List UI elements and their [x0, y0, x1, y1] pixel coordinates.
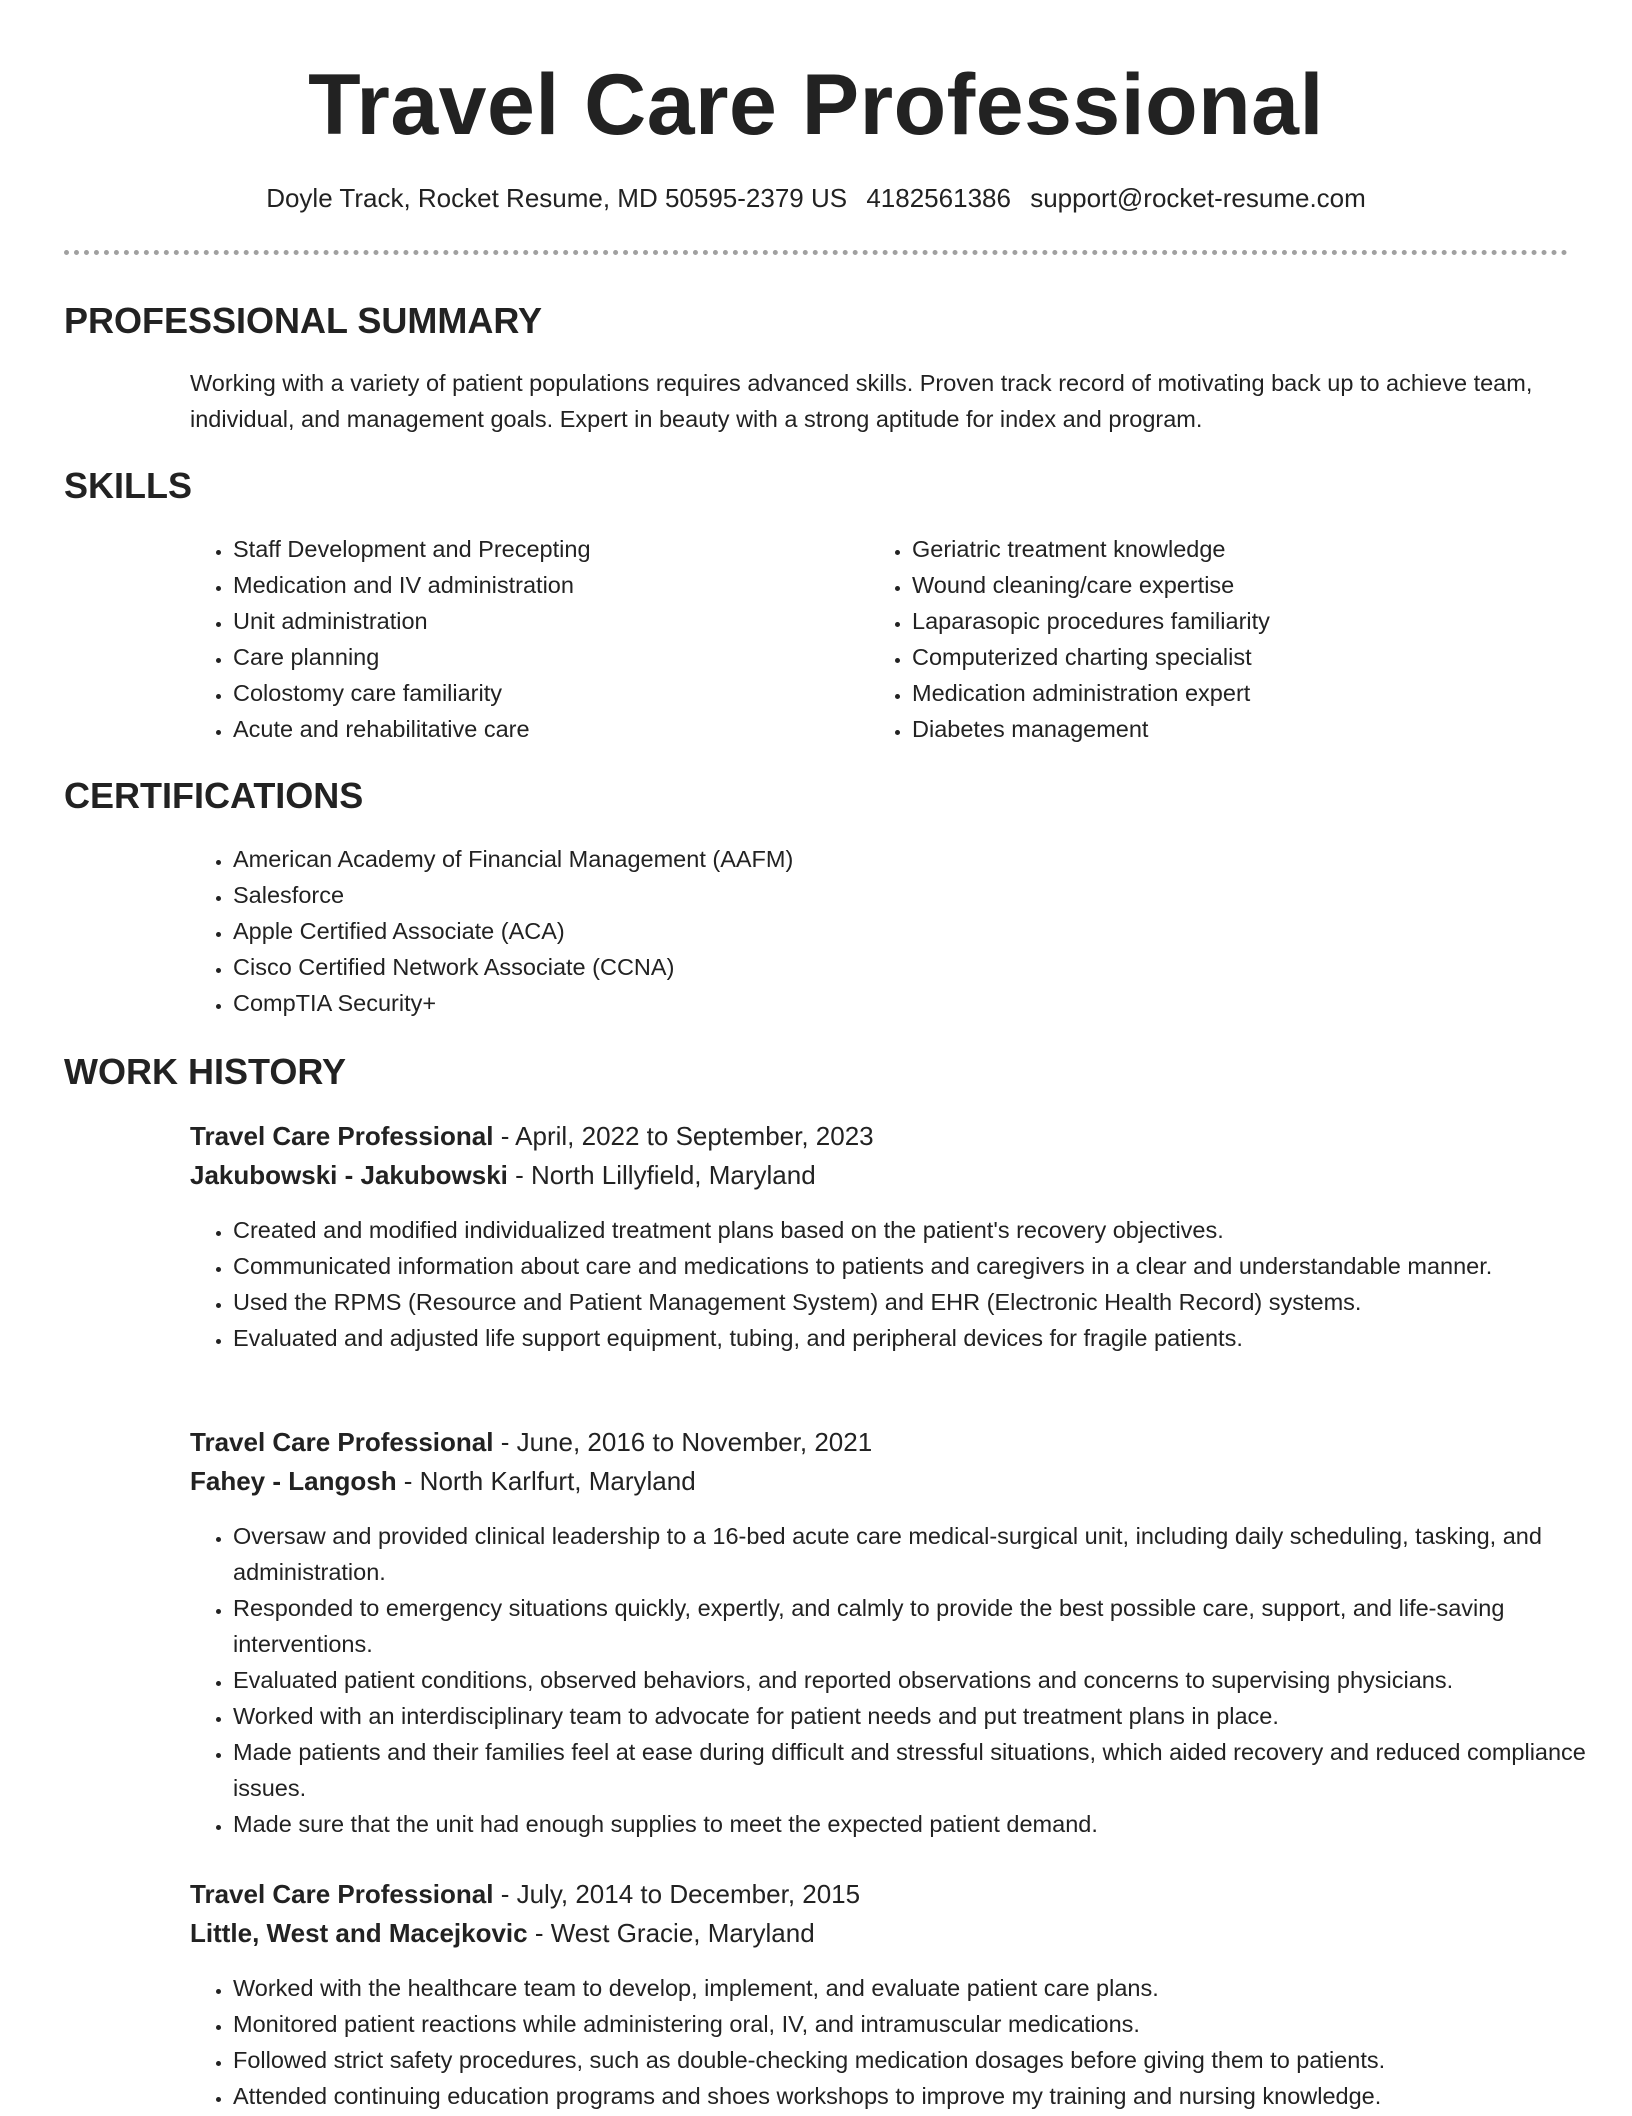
- list-item: • Staff Development and Precepting: [233, 531, 853, 567]
- list-item: • Used the RPMS (Resource and Patient Management System) and EHR (Electronic Health Record) systems.: [233, 1284, 1613, 1320]
- list-item: • Monitored patient reactions while administering oral, IV, and intramuscular medications.: [233, 2006, 1613, 2042]
- contact-line: [0, 180, 1632, 216]
- job-dates: - June, 2016 to November, 2021: [493, 1427, 873, 1457]
- job-title-line: [190, 1875, 860, 1913]
- list-item: • American Academy of Financial Management (AAFM): [233, 841, 1573, 877]
- job-company: Jakubowski - Jakubowski: [190, 1160, 508, 1190]
- job-company-line: [190, 1462, 696, 1500]
- list-item: • Attended continuing education programs and shoes workshops to improve my training and nursing knowledge.: [233, 2078, 1613, 2114]
- job-company: Little, West and Macejkovic: [190, 1918, 528, 1948]
- section-heading-summary: PROFESSIONAL SUMMARY: [64, 300, 543, 341]
- list-item: • Medication and IV administration: [233, 567, 853, 603]
- job-location: - West Gracie, Maryland: [527, 1918, 815, 1948]
- job-location: - North Karlfurt, Maryland: [396, 1466, 696, 1496]
- list-item: • Cisco Certified Network Associate (CCNA): [233, 949, 1573, 985]
- list-item: • Communicated information about care and medications to patients and caregivers in a clear and understandable manner.: [233, 1248, 1613, 1284]
- job-title: Travel Care Professional: [190, 1427, 494, 1457]
- skills-list-right: [868, 531, 1572, 747]
- contact-address: Doyle Track, Rocket Resume, MD 50595-2379 US: [266, 183, 848, 213]
- list-item: • Care planning: [233, 639, 853, 675]
- job-location: - North Lillyfield, Maryland: [507, 1160, 816, 1190]
- list-item: • Laparasopic procedures familiarity: [912, 603, 1572, 639]
- list-item: • Made patients and their families feel at ease during difficult and stressful situations, which aided recovery and reduced compliance issues.: [233, 1734, 1613, 1806]
- job-bullets: [189, 1518, 1613, 1842]
- job-bullets: [189, 1212, 1613, 1356]
- list-item: • Computerized charting specialist: [912, 639, 1572, 675]
- list-item: • Apple Certified Associate (ACA): [233, 913, 1573, 949]
- job-dates: - April, 2022 to September, 2023: [493, 1121, 874, 1151]
- candidate-name: Travel Care Professional: [308, 57, 1324, 153]
- list-item: • Evaluated patient conditions, observed behaviors, and reported observations and concerns to supervising physicians.: [233, 1662, 1613, 1698]
- job-company-line: [190, 1156, 816, 1194]
- list-item: • Acute and rehabilitative care: [233, 711, 853, 747]
- list-item: • CompTIA Security+: [233, 985, 1573, 1021]
- section-heading-certifications: CERTIFICATIONS: [64, 775, 364, 816]
- job-title-line: [190, 1117, 874, 1155]
- header-divider: [64, 250, 1568, 255]
- list-item: • Made sure that the unit had enough supplies to meet the expected patient demand.: [233, 1806, 1613, 1842]
- list-item: • Salesforce: [233, 877, 1573, 913]
- section-heading-work-history: WORK HISTORY: [64, 1051, 347, 1092]
- list-item: • Followed strict safety procedures, such as double-checking medication dosages before giving them to patients.: [233, 2042, 1613, 2078]
- list-item: • Worked with an interdisciplinary team to advocate for patient needs and put treatment plans in place.: [233, 1698, 1613, 1734]
- list-item: • Wound cleaning/care expertise: [912, 567, 1572, 603]
- job-company-line: [190, 1914, 815, 1952]
- list-item: • Diabetes management: [912, 711, 1572, 747]
- job-title: Travel Care Professional: [190, 1879, 494, 1909]
- job-bullets: [189, 1970, 1613, 2114]
- list-item: • Colostomy care familiarity: [233, 675, 853, 711]
- list-item: • Created and modified individualized treatment plans based on the patient's recovery objectives.: [233, 1212, 1613, 1248]
- list-item: • Oversaw and provided clinical leadership to a 16-bed acute care medical-surgical unit, including daily scheduling, tasking, and administration.: [233, 1518, 1613, 1590]
- list-item: • Geriatric treatment knowledge: [912, 531, 1572, 567]
- certifications-list: [189, 841, 1573, 1021]
- section-heading-skills: SKILLS: [64, 465, 193, 506]
- list-item: • Unit administration: [233, 603, 853, 639]
- job-title-line: [190, 1423, 872, 1461]
- list-item: • Responded to emergency situations quickly, expertly, and calmly to provide the best possible care, support, and life-saving interventions.: [233, 1590, 1613, 1662]
- list-item: • Evaluated and adjusted life support equipment, tubing, and peripheral devices for fragile patients.: [233, 1320, 1613, 1356]
- job-title: Travel Care Professional: [190, 1121, 494, 1151]
- list-item: • Worked with the healthcare team to develop, implement, and evaluate patient care plans.: [233, 1970, 1613, 2006]
- contact-phone: 4182561386: [866, 183, 1011, 213]
- job-dates: - July, 2014 to December, 2015: [493, 1879, 861, 1909]
- skills-list-left: [189, 531, 853, 747]
- contact-email[interactable]: support@rocket-resume.com: [1030, 183, 1366, 213]
- summary-text: Working with a variety of patient populations requires advanced skills. Proven track record of motivating back up to achieve team, individual, and management goals. Expert in beauty with a strong aptitude for index and program.: [190, 370, 1533, 432]
- list-item: • Medication administration expert: [912, 675, 1572, 711]
- job-company: Fahey - Langosh: [190, 1466, 397, 1496]
